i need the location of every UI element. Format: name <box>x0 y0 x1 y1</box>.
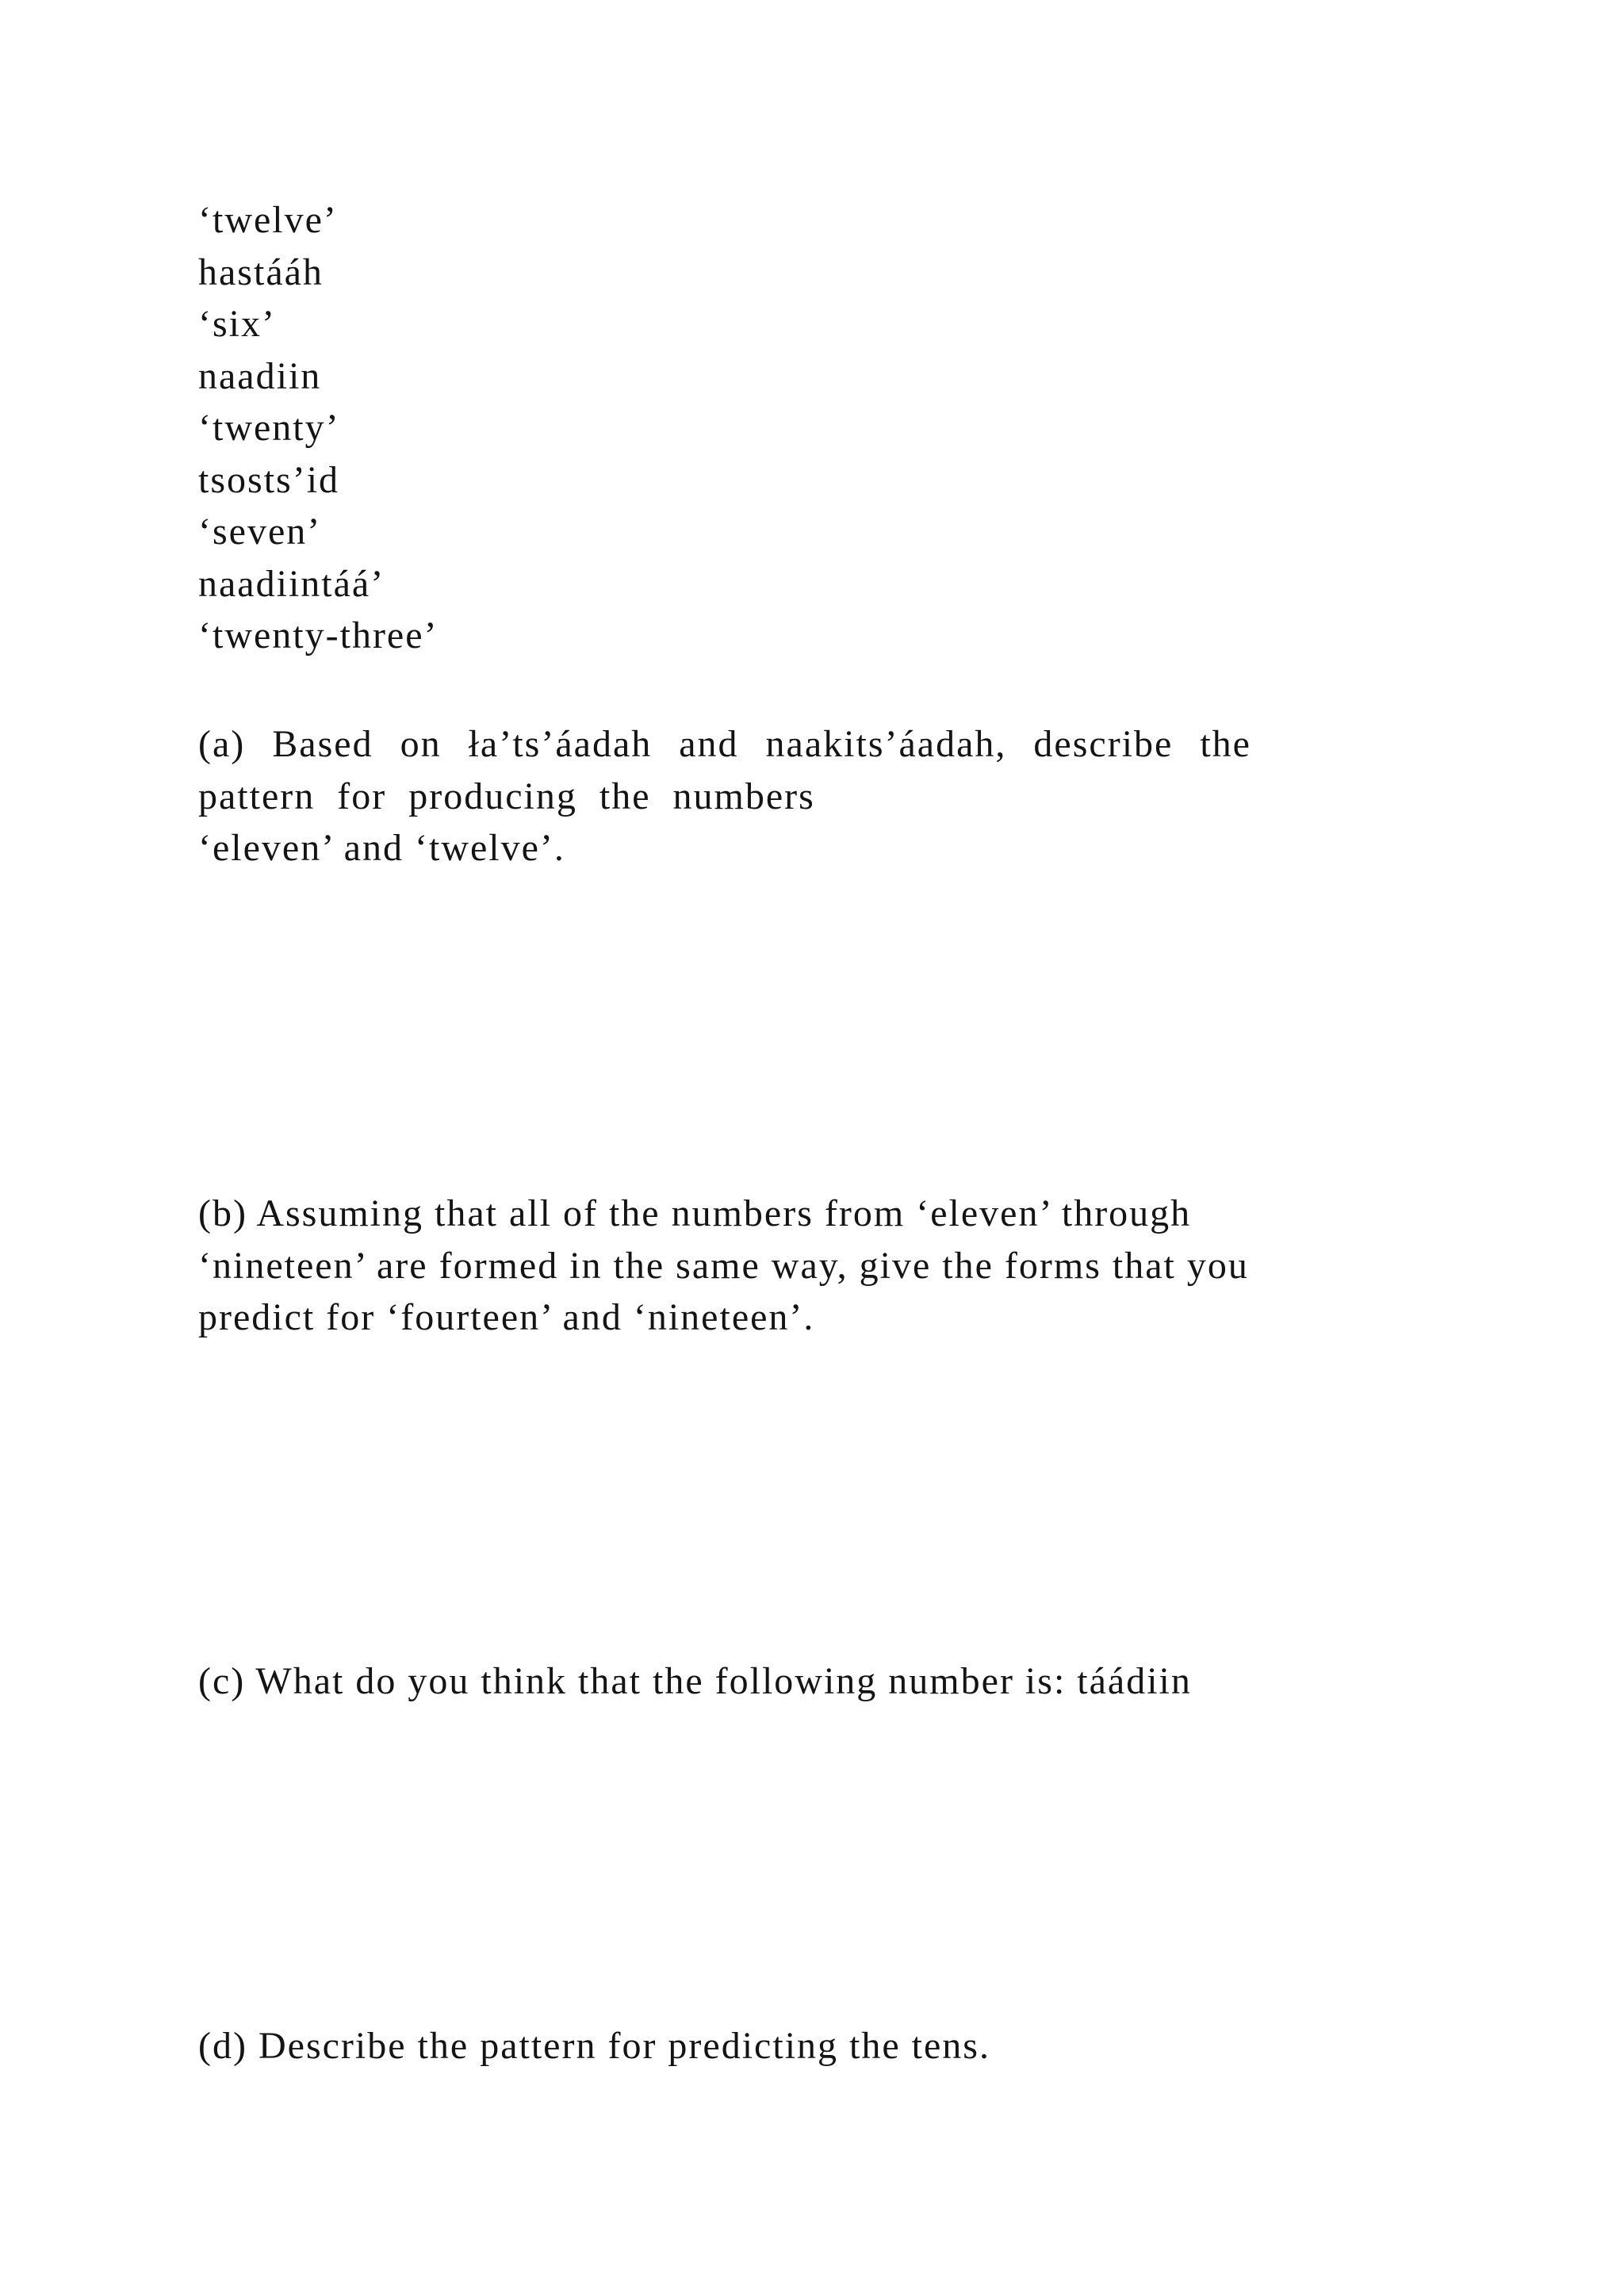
question-c <box>198 1655 1192 1708</box>
list-item: ‘twenty-three’ <box>198 614 439 656</box>
list-item: ‘six’ <box>198 303 276 345</box>
question-d <box>198 2020 990 2072</box>
list-item: ‘twenty’ <box>198 407 340 449</box>
question-a-line-3: ‘eleven’ and ‘twelve’. <box>198 827 565 869</box>
question-b <box>198 1188 1249 1344</box>
list-item: ‘twelve’ <box>198 199 338 241</box>
list-item: naadiintáá’ <box>198 562 385 605</box>
list-item: ‘seven’ <box>198 511 322 553</box>
vocabulary-list <box>198 194 439 662</box>
list-item: tsosts’id <box>198 458 340 501</box>
question-b-line-2: ‘nineteen’ are formed in the same way, give the forms that you <box>198 1244 1249 1287</box>
list-item: naadiin <box>198 354 322 397</box>
question-c-line-1: (c) What do you think that the following number is: táádiin <box>198 1660 1192 1702</box>
question-b-line-1: (b) Assuming that all of the numbers from ‘eleven’ through <box>198 1192 1192 1234</box>
question-a-line-2: pattern for producing the numbers <box>198 775 815 817</box>
question-d-line-1: (d) Describe the pattern for predicting the tens. <box>198 2025 990 2067</box>
question-a <box>198 718 1251 874</box>
question-b-line-3: predict for ‘fourteen’ and ‘nineteen’. <box>198 1296 815 1338</box>
question-a-line-1: (a) Based on ła’ts’áadah and naakits’áadah, describe the <box>198 723 1251 765</box>
list-item: hastááh <box>198 251 324 293</box>
